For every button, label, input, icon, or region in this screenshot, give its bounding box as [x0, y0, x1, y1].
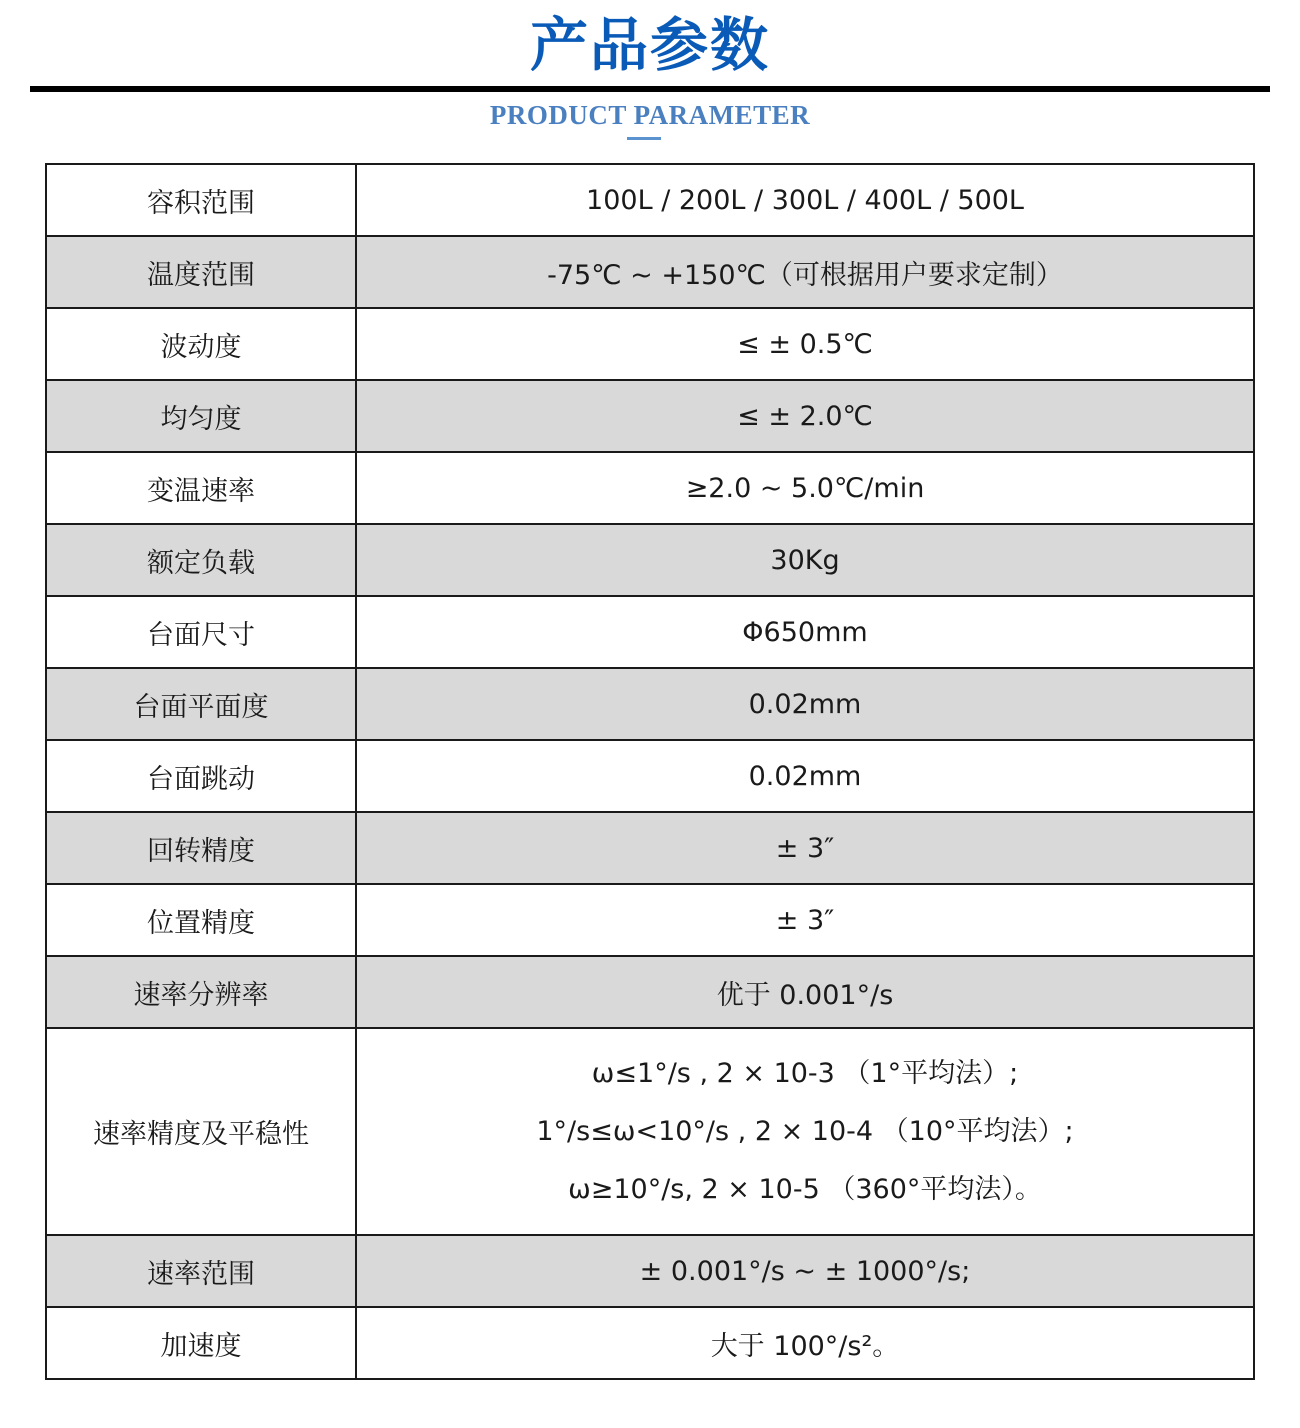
- table-row: [46, 884, 1254, 956]
- subtitle-underline: [627, 137, 661, 140]
- table-row: [46, 236, 1254, 308]
- spec-label: 速率分辨率: [46, 956, 356, 1028]
- spec-value: 0.02mm: [356, 668, 1254, 740]
- spec-value: ± 3″: [356, 812, 1254, 884]
- table-row: [46, 956, 1254, 1028]
- table-row: [46, 164, 1254, 236]
- spec-value-line: ω≤1°/s , 2 × 10-3 （1°平均法）;: [591, 1057, 1019, 1089]
- spec-value: 100L / 200L / 300L / 400L / 500L: [356, 164, 1254, 236]
- table-row: [46, 308, 1254, 380]
- table-row: [46, 452, 1254, 524]
- spec-value: ≤ ± 0.5℃: [356, 308, 1254, 380]
- spec-label: 波动度: [46, 308, 356, 380]
- table-row: [46, 740, 1254, 812]
- table-row: [46, 596, 1254, 668]
- table-row: [46, 812, 1254, 884]
- title-divider: [30, 86, 1270, 92]
- spec-value: 30Kg: [356, 524, 1254, 596]
- spec-value: ≤ ± 2.0℃: [356, 380, 1254, 452]
- spec-label: 位置精度: [46, 884, 356, 956]
- spec-value: 优于 0.001°/s: [356, 956, 1254, 1028]
- table-row: [46, 524, 1254, 596]
- table-row: [46, 668, 1254, 740]
- spec-label: 容积范围: [46, 164, 356, 236]
- spec-label: 速率精度及平稳性: [46, 1028, 356, 1235]
- spec-label: 台面平面度: [46, 668, 356, 740]
- spec-value: Φ650mm: [356, 596, 1254, 668]
- spec-label: 加速度: [46, 1307, 356, 1379]
- spec-label: 速率范围: [46, 1235, 356, 1307]
- spec-label: 台面尺寸: [46, 596, 356, 668]
- spec-label: 变温速率: [46, 452, 356, 524]
- table-row: [46, 380, 1254, 452]
- table-row: [46, 1235, 1254, 1307]
- table-row: [46, 1028, 1254, 1235]
- spec-label: 均匀度: [46, 380, 356, 452]
- page-title: 产品参数: [529, 11, 770, 79]
- spec-label: 温度范围: [46, 236, 356, 308]
- spec-table: [45, 163, 1255, 1380]
- page-subtitle: PRODUCT PARAMETER: [489, 100, 811, 130]
- table-row: [46, 1307, 1254, 1379]
- spec-label: 额定负载: [46, 524, 356, 596]
- spec-value: -75℃ ~ +150℃（可根据用户要求定制）: [356, 236, 1254, 308]
- spec-value: ± 0.001°/s ~ ± 1000°/s;: [356, 1235, 1254, 1307]
- spec-value: 大于 100°/s²。: [356, 1307, 1254, 1379]
- spec-value: ± 3″: [356, 884, 1254, 956]
- spec-value-line: 1°/s≤ω<10°/s , 2 × 10-4 （10°平均法）;: [536, 1115, 1074, 1147]
- spec-value-line: ω≥10°/s, 2 × 10-5 （360°平均法）。: [568, 1173, 1042, 1205]
- spec-value: 0.02mm: [356, 740, 1254, 812]
- spec-label: 台面跳动: [46, 740, 356, 812]
- spec-value: ≥2.0 ~ 5.0℃/min: [356, 452, 1254, 524]
- spec-label: 回转精度: [46, 812, 356, 884]
- spec-value: [356, 1028, 1254, 1235]
